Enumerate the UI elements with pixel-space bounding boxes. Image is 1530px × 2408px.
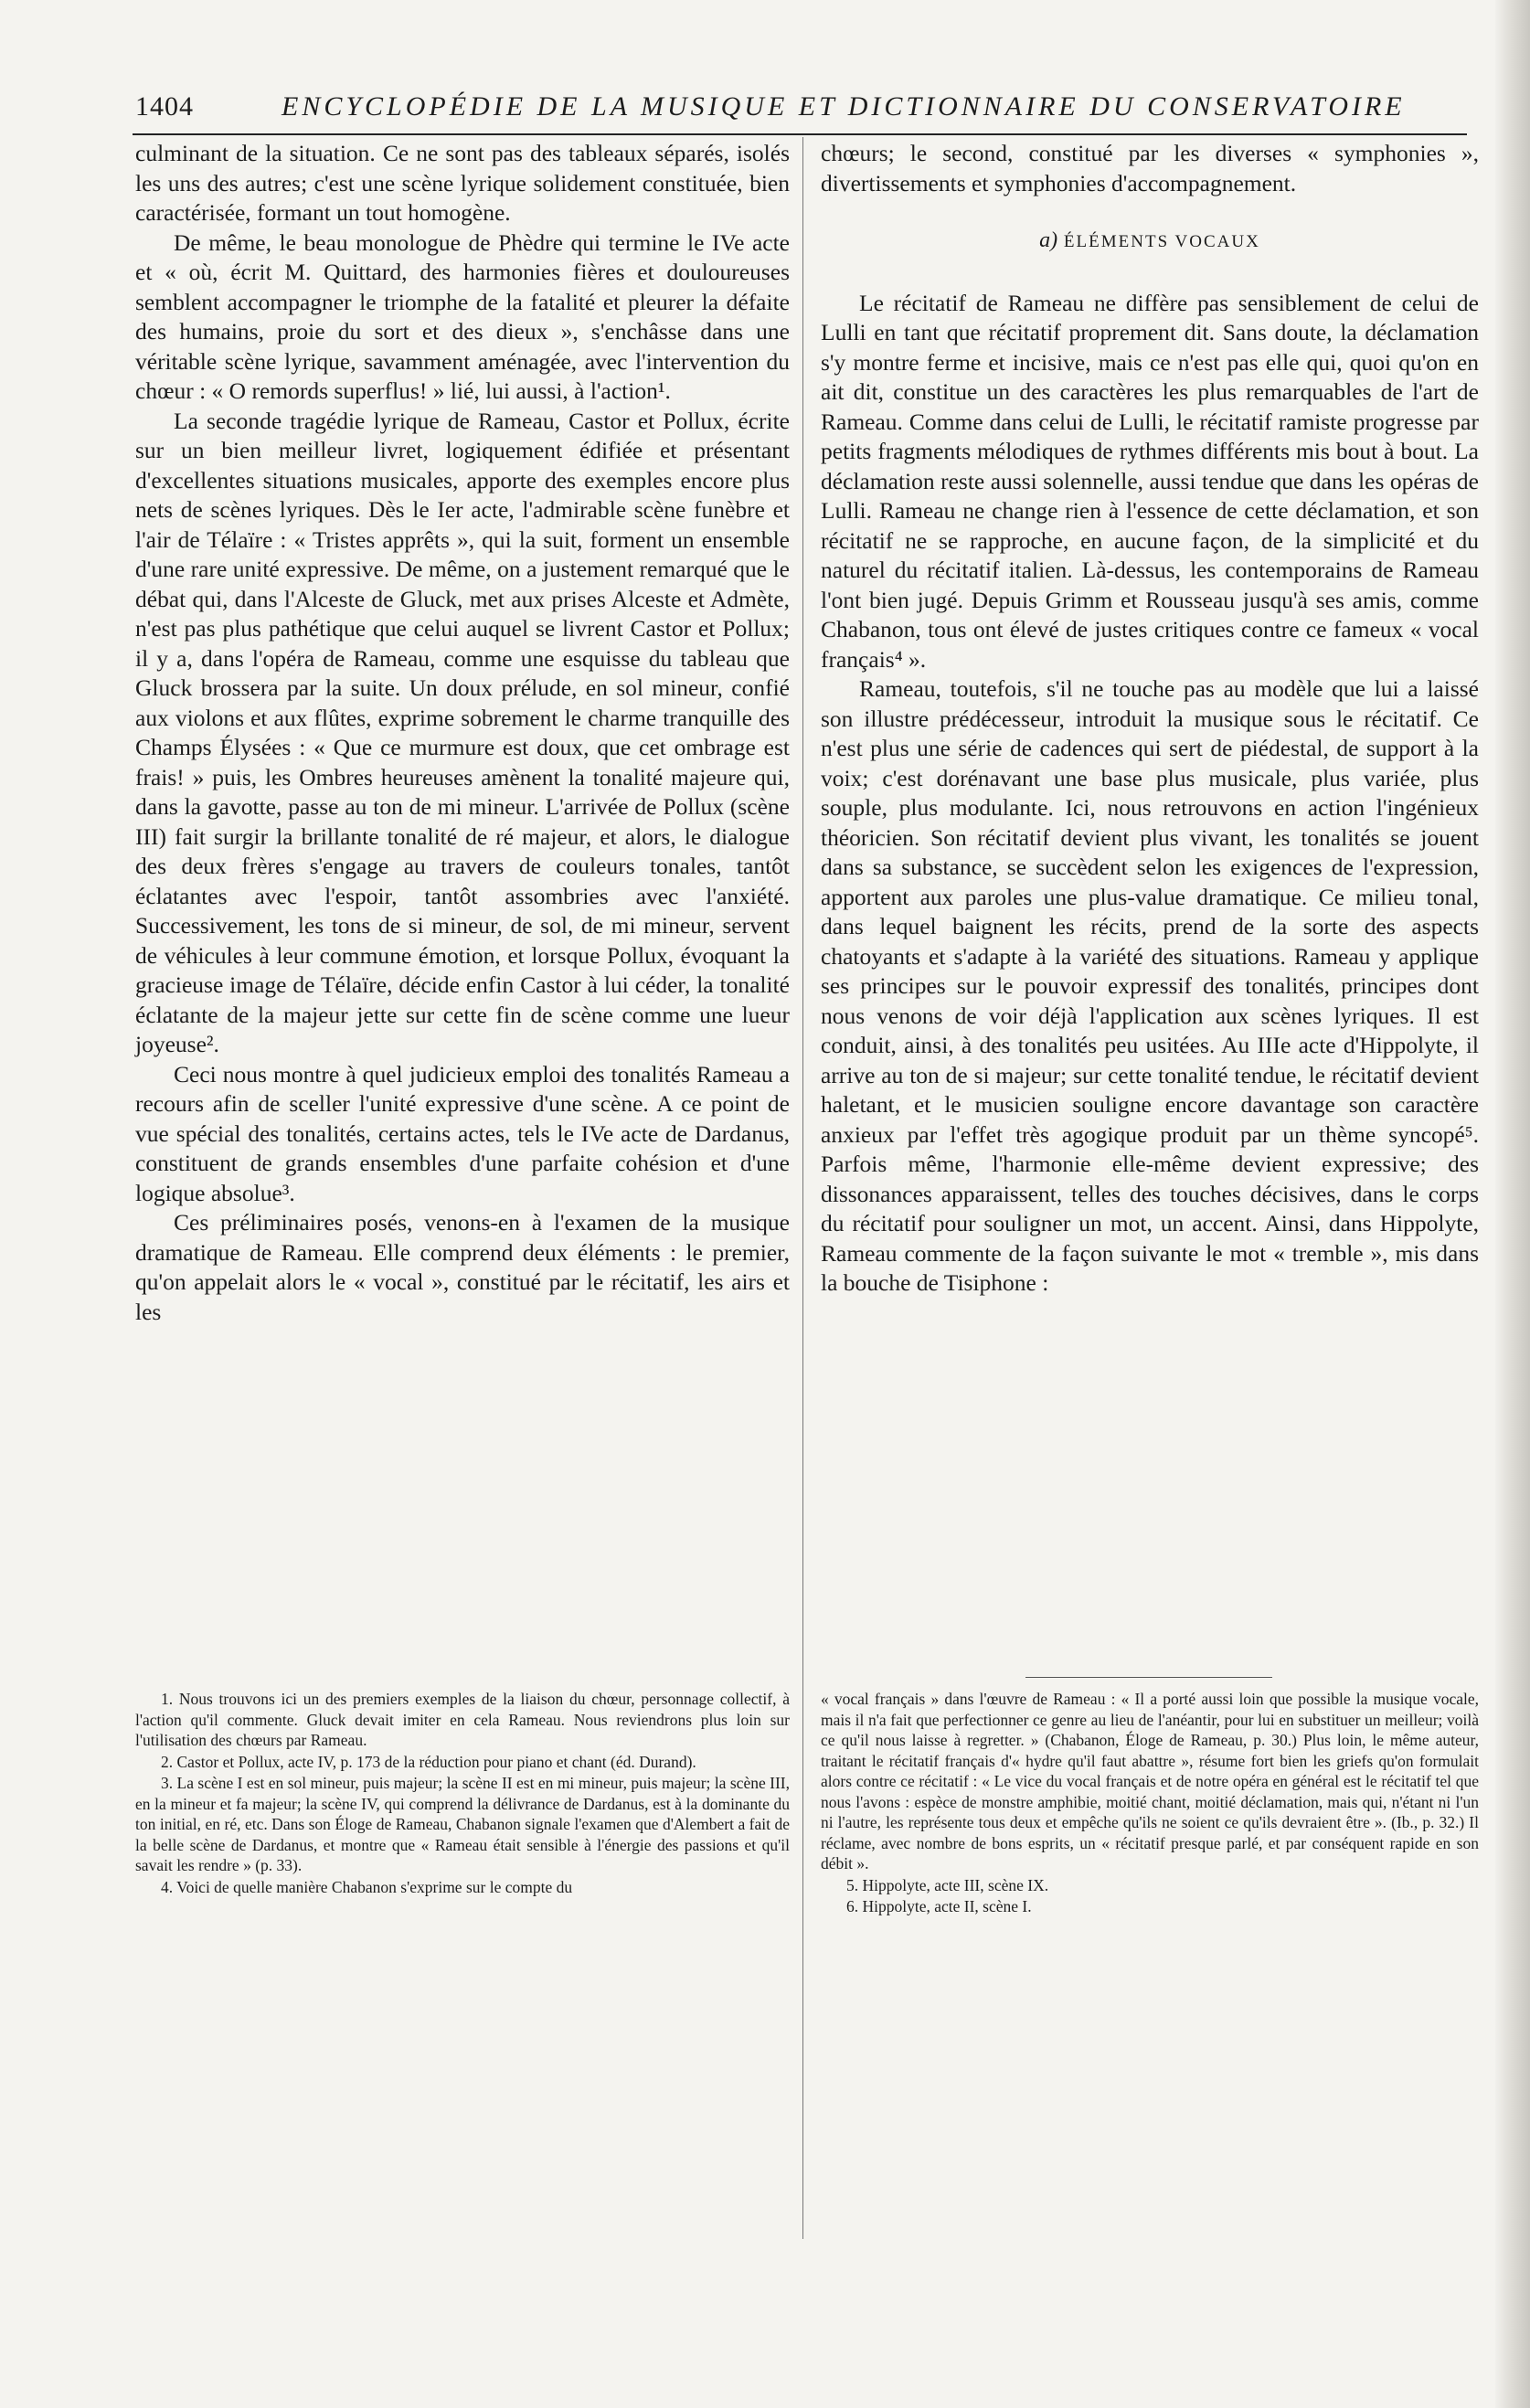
footnote: 4. Voici de quelle manière Chabanon s'exprime sur le compte du — [161, 1877, 573, 1896]
left-column — [135, 139, 790, 1327]
footnote: 1. Nous trouvons ici un des premiers exemples de la liaison du chœur, personnage collectif, à l'action qu'il commente. Gluck devait imiter en cela Rameau. Nous reviendrons plus loin sur l'utilisation des chœurs par Rameau. — [135, 1690, 790, 1749]
paragraph: culminant de la situation. Ce ne sont pas des tableaux séparés, isolés les uns des autres; c'est une scène lyrique solidement constituée, bien caractérisée, formant un tout homogène. — [135, 140, 790, 226]
footnotes-right — [821, 1689, 1479, 1918]
footnote-rule — [1025, 1677, 1272, 1678]
page-number: 1404 — [135, 91, 194, 122]
footnotes-left — [135, 1689, 790, 1898]
paragraph: La seconde tragédie lyrique de Rameau, Castor et Pollux, écrite sur un bien meilleur livret, logiquement édifiée et présentant d'excellentes situations musicales, apporte des exemples encore plus nets de scènes lyriques. Dès le Ier acte, l'admirable scène funèbre et l'air de Télaïre : « Tristes apprêts », qui la suit, forment un ensemble d'une rare unité expressive. De même, on a justement remarqué que le débat qui, dans l'Alceste de Gluck, met aux prises Alceste et Admète, n'est pas plus pathétique que celui auquel se livrent Castor et Pollux; il y a, dans l'opéra de Rameau, comme une esquisse du tableau que Gluck brossera par la suite. Un doux prélude, en sol mineur, confié aux violons et aux flûtes, exprime sobrement le charme tranquille des Champs Élysées : « Que ce murmure est doux, que cet ombrage est frais! » puis, les Ombres heureuses amènent la tonalité majeure qui, dans la gavotte, passe au ton de mi mineur. L'arrivée de Pollux (scène III) fait surgir la brillante tonalité de ré majeur, et alors, le dialogue des deux frères s'engage au travers de couleurs tonales, tantôt éclatantes avec l'espoir, tantôt assombries avec l'anxiété. Successivement, les tons de si mineur, de sol, de mi mineur, servent de véhicules à leur commune émotion, et lorsque Pollux, évoquant la gracieuse image de Télaïre, décide enfin Castor à lui céder, la tonalité éclatante de la majeur jette sur cette fin de scène comme une lueur joyeuse². — [135, 407, 790, 1057]
section-heading — [821, 226, 1479, 258]
footnote: 5. Hippolyte, acte III, scène IX. — [846, 1875, 1049, 1894]
section-letter: a) — [1039, 228, 1058, 252]
page-edge-shadow — [1495, 0, 1530, 2408]
paragraph: chœurs; le second, constitué par les diverses « symphonies », divertissements et symphonies d'accompagnement. — [821, 140, 1479, 196]
footnote: 6. Hippolyte, acte II, scène I. — [846, 1897, 1032, 1915]
paragraph: Le récitatif de Rameau ne diffère pas sensiblement de celui de Lulli en tant que récitatif proprement dit. Sans doute, la déclamation s'y montre ferme et incisive, mais ce n'est pas elle qui, quoi qu'on en ait dit, constitue un des caractères les plus remarquables de l'art de Rameau. Comme dans celui de Lulli, le récitatif ramiste progresse par petits fragments mélodiques de rythmes différents mis bout à bout. La déclamation reste aussi solennelle, aussi tendue que dans les opéras de Lulli. Rameau ne change rien à l'essence de cette déclamation, et son récitatif ne se rapproche, en aucune façon, de la simplicité et du naturel du récitatif italien. Là-dessus, les contemporains de Rameau l'ont bien jugé. Depuis Grimm et Rousseau jusqu'à ses amis, comme Chabanon, tous ont élevé de justes critiques contre ce fameux « vocal français⁴ ». — [821, 289, 1479, 673]
right-column — [821, 139, 1479, 1299]
footnote: 2. Castor et Pollux, acte IV, p. 173 de la réduction pour piano et chant (éd. Durand). — [161, 1752, 696, 1771]
running-title: ENCYCLOPÉDIE DE LA MUSIQUE ET DICTIONNAIRE DU CONSERVATOIRE — [282, 91, 1406, 122]
paragraph: De même, le beau monologue de Phèdre qui termine le IVe acte et « où, écrit M. Quittard, des harmonies fières et douloureuses semblent accompagner le triomphe de la fatalité et pleurer la défaite des humains, proie du sort et des dieux », s'enchâsse dans une véritable scène lyrique, savamment aménagée, avec l'intervention du chœur : « O remords superflus! » lié, lui aussi, à l'action¹. — [135, 228, 790, 404]
header-rule — [133, 133, 1467, 135]
paragraph: Ces préliminaires posés, venons-en à l'examen de la musique dramatique de Rameau. Elle comprend deux éléments : le premier, qu'on appelait alors le « vocal », constitué par le récitatif, les airs et les — [135, 1209, 790, 1325]
footnote-continued: « vocal français » dans l'œuvre de Rameau : « Il a porté aussi loin que possible la musique vocale, mais il n'a fait que perfectionner ce genre au lieu de l'anéantir, pour lui en substituer un meilleur; voilà ce qu'il nous laisse à regretter. » (Chabanon, Éloge de Rameau, p. 30.) Plus loin, le même auteur, traitant le récitatif français d'« hydre qu'il faut abattre », résume fort bien les griefs qu'on formulait alors contre ce récitatif : « Le vice du vocal français et de notre opéra en général est le récitatif tel que nous l'avons : espèce de monstre amphibie, moitié chant, moitié déclamation, mais qui, n'étant ni l'un ni l'autre, les représente tous deux et empêche qu'ils ne soient ce qu'ils devraient être ». (Ib., p. 32.) Il réclame, avec nombre de bons esprits, un « récitatif presque parlé, et par conséquent rapide en son débit ». — [821, 1690, 1479, 1872]
paragraph: Ceci nous montre à quel judicieux emploi des tonalités Rameau a recours afin de sceller l'unité expressive d'une scène. A ce point de vue spécial des tonalités, certains actes, tels le IVe acte de Dardanus, constituent de grands ensembles d'une parfaite cohésion et d'une logique absolue³. — [135, 1060, 790, 1206]
footnote: 3. La scène I est en sol mineur, puis majeur; la scène II est en mi mineur, puis majeur; la scène III, en la mineur et fa majeur; la scène IV, qui comprend la délivrance de Dardanus, est à la dominante du ton initial, en ré, etc. Dans son Éloge de Rameau, Chabanon signale l'examen que d'Alembert a fait de la belle scène de Dardanus, et montre que « Rameau était sensible à l'énergie des passions et qu'il savait les rendre » (p. 33). — [135, 1774, 790, 1874]
running-header — [135, 91, 1470, 133]
column-divider — [802, 137, 803, 2239]
paragraph: Rameau, toutefois, s'il ne touche pas au modèle que lui a laissé son illustre prédécesseur, introduit la musique sous le récitatif. Ce n'est plus une série de cadences qui sert de piédestal, de support à la voix; c'est dorénavant une base plus musicale, plus variée, plus souple, plus modulante. Ici, nous retrouvons en action l'ingénieux théoricien. Son récitatif devient plus vivant, les tonalités se jouent dans sa substance, se succèdent selon les exigences de l'expression, apportent aux paroles une plus-value dramatique. Ce milieu tonal, dans lequel baignent les récits, prend de la sorte des aspects chatoyants et s'adapte à la variété des situations. Rameau y applique ses principes sur le pouvoir expressif des tonalités, principes dont nous venons de voir déjà l'application aux scènes lyriques. Il est conduit, ainsi, à des tonalités peu usitées. Au IIIe acte d'Hippolyte, il arrive au ton de si majeur; sur cette tonalité tendue, le récitatif devient haletant, et le musicien souligne encore davantage son caractère anxieux par l'effet très agogique produit par un thème syncopé⁵. Parfois même, l'harmonie elle-même devient expressive; des dissonances apparaissent, telles des touches décisives, dans le corps du récitatif pour souligner un mot, un accent. Ainsi, dans Hippolyte, Rameau commente de la façon suivante le mot « tremble », mis dans la bouche de Tisiphone : — [821, 675, 1479, 1296]
section-title: ÉLÉMENTS VOCAUX — [1063, 232, 1260, 251]
